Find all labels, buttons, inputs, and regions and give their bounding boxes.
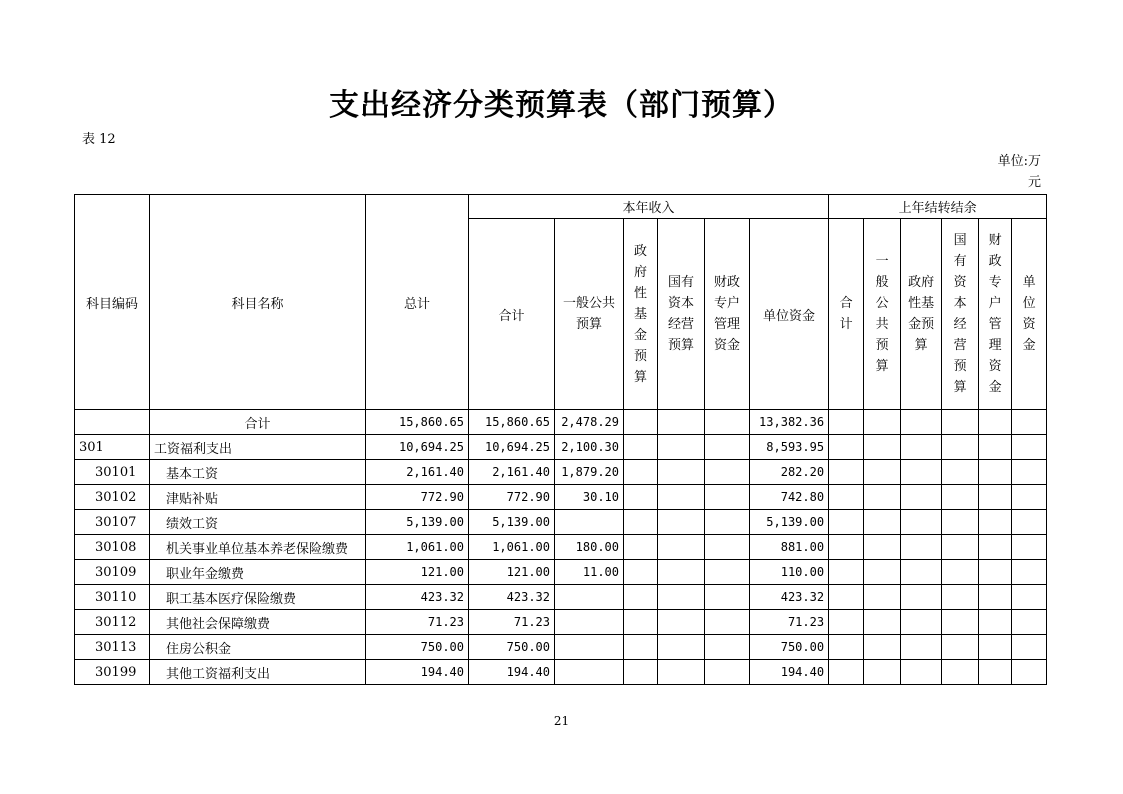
row-cy-gov-fund — [624, 485, 658, 510]
table-row — [75, 610, 1047, 635]
row-co-unit — [1012, 485, 1047, 510]
row-code: 30102 — [75, 485, 150, 510]
row-cy-sum: 5,139.00 — [469, 510, 555, 535]
row-cy-general — [555, 585, 624, 610]
row-cy-gov-fund — [624, 435, 658, 460]
row-co-sum — [829, 610, 864, 635]
row-total: 2,161.40 — [366, 460, 469, 485]
table-number: 表 12 — [82, 132, 116, 147]
row-cy-fiscal-account — [705, 535, 750, 560]
row-cy-sum: 194.40 — [469, 660, 555, 685]
row-co-unit — [1012, 535, 1047, 560]
row-code: 30109 — [75, 560, 150, 585]
row-cy-fiscal-account — [705, 510, 750, 535]
table-row — [75, 535, 1047, 560]
row-co-fiscal-account — [979, 610, 1012, 635]
row-co-general — [864, 560, 901, 585]
row-co-fiscal-account — [979, 585, 1012, 610]
row-total: 5,139.00 — [366, 510, 469, 535]
row-cy-state-capital — [658, 460, 705, 485]
row-cy-unit: 71.23 — [750, 610, 829, 635]
row-co-state-capital — [942, 510, 979, 535]
row-cy-unit: 423.32 — [750, 585, 829, 610]
row-co-unit — [1012, 435, 1047, 460]
table-row — [75, 510, 1047, 535]
row-co-fiscal-account — [979, 410, 1012, 435]
row-name: 其他工资福利支出 — [150, 660, 366, 685]
row-co-gov-fund — [901, 435, 942, 460]
row-cy-state-capital — [658, 635, 705, 660]
row-cy-fiscal-account — [705, 635, 750, 660]
row-code: 301 — [75, 435, 150, 460]
row-cy-general: 2,100.30 — [555, 435, 624, 460]
row-co-sum — [829, 460, 864, 485]
row-co-general — [864, 635, 901, 660]
row-co-state-capital — [942, 535, 979, 560]
row-co-unit — [1012, 560, 1047, 585]
row-cy-sum: 2,161.40 — [469, 460, 555, 485]
row-name: 合计 — [150, 410, 366, 435]
row-co-state-capital — [942, 485, 979, 510]
row-co-general — [864, 410, 901, 435]
row-co-sum — [829, 635, 864, 660]
row-cy-fiscal-account — [705, 485, 750, 510]
row-co-gov-fund — [901, 535, 942, 560]
header-cy-state-capital: 国有资本经营预算 — [658, 219, 705, 410]
row-name: 住房公积金 — [150, 635, 366, 660]
row-code: 30113 — [75, 635, 150, 660]
header-cy-general: 一般公共预算 — [555, 219, 624, 410]
row-co-gov-fund — [901, 460, 942, 485]
header-co-state-capital: 国有资本经营预算 — [942, 219, 979, 410]
row-total: 750.00 — [366, 635, 469, 660]
row-cy-unit: 13,382.36 — [750, 410, 829, 435]
row-cy-unit: 742.80 — [750, 485, 829, 510]
row-cy-sum: 15,860.65 — [469, 410, 555, 435]
row-cy-state-capital — [658, 435, 705, 460]
row-total: 10,694.25 — [366, 435, 469, 460]
row-cy-sum: 71.23 — [469, 610, 555, 635]
row-code: 30199 — [75, 660, 150, 685]
row-name: 职业年金缴费 — [150, 560, 366, 585]
header-name: 科目名称 — [150, 195, 366, 410]
row-co-state-capital — [942, 435, 979, 460]
row-co-gov-fund — [901, 485, 942, 510]
row-cy-state-capital — [658, 560, 705, 585]
header-cy-gov-fund: 政府性基金预算 — [624, 219, 658, 410]
row-co-gov-fund — [901, 560, 942, 585]
header-co-general: 一般公共预算 — [864, 219, 901, 410]
header-total: 总计 — [366, 195, 469, 410]
row-cy-general: 180.00 — [555, 535, 624, 560]
row-cy-unit: 5,139.00 — [750, 510, 829, 535]
row-cy-fiscal-account — [705, 585, 750, 610]
row-total: 194.40 — [366, 660, 469, 685]
row-cy-general: 2,478.29 — [555, 410, 624, 435]
header-cy-unit: 单位资金 — [750, 219, 829, 410]
row-co-unit — [1012, 585, 1047, 610]
row-co-sum — [829, 435, 864, 460]
row-co-general — [864, 510, 901, 535]
row-cy-fiscal-account — [705, 660, 750, 685]
row-co-sum — [829, 660, 864, 685]
row-cy-sum: 10,694.25 — [469, 435, 555, 460]
row-code: 30112 — [75, 610, 150, 635]
row-cy-unit: 194.40 — [750, 660, 829, 685]
row-co-general — [864, 435, 901, 460]
row-code: 30108 — [75, 535, 150, 560]
row-cy-state-capital — [658, 410, 705, 435]
row-cy-fiscal-account — [705, 460, 750, 485]
header-cy-fiscal-account: 财政专户管理资金 — [705, 219, 750, 410]
row-co-general — [864, 535, 901, 560]
row-name: 机关事业单位基本养老保险缴费 — [150, 535, 366, 560]
row-cy-unit: 750.00 — [750, 635, 829, 660]
row-cy-general — [555, 610, 624, 635]
row-cy-sum: 772.90 — [469, 485, 555, 510]
header-cy-sum: 合计 — [469, 219, 555, 410]
row-total: 15,860.65 — [366, 410, 469, 435]
row-cy-gov-fund — [624, 660, 658, 685]
row-co-gov-fund — [901, 635, 942, 660]
row-cy-sum: 750.00 — [469, 635, 555, 660]
row-co-sum — [829, 535, 864, 560]
row-cy-gov-fund — [624, 410, 658, 435]
row-co-sum — [829, 560, 864, 585]
row-cy-general — [555, 635, 624, 660]
row-co-gov-fund — [901, 610, 942, 635]
row-co-unit — [1012, 410, 1047, 435]
row-cy-gov-fund — [624, 635, 658, 660]
row-cy-general: 30.10 — [555, 485, 624, 510]
row-co-unit — [1012, 635, 1047, 660]
row-total: 1,061.00 — [366, 535, 469, 560]
budget-table — [74, 194, 1047, 685]
table-row — [75, 660, 1047, 685]
row-co-fiscal-account — [979, 560, 1012, 585]
row-name: 基本工资 — [150, 460, 366, 485]
row-co-state-capital — [942, 660, 979, 685]
row-total: 772.90 — [366, 485, 469, 510]
row-cy-unit: 8,593.95 — [750, 435, 829, 460]
table-row — [75, 560, 1047, 585]
row-cy-gov-fund — [624, 585, 658, 610]
row-code: 30101 — [75, 460, 150, 485]
row-cy-gov-fund — [624, 460, 658, 485]
row-cy-fiscal-account — [705, 435, 750, 460]
row-cy-gov-fund — [624, 535, 658, 560]
row-cy-sum: 1,061.00 — [469, 535, 555, 560]
row-cy-general — [555, 660, 624, 685]
row-cy-unit: 282.20 — [750, 460, 829, 485]
header-co-fiscal-account: 财政专户管理资金 — [979, 219, 1012, 410]
row-name: 其他社会保障缴费 — [150, 610, 366, 635]
row-co-general — [864, 485, 901, 510]
unit-label-line1: 单位:万 — [997, 154, 1041, 169]
table-row — [75, 585, 1047, 610]
row-co-gov-fund — [901, 660, 942, 685]
row-co-fiscal-account — [979, 435, 1012, 460]
row-cy-state-capital — [658, 510, 705, 535]
row-co-fiscal-account — [979, 535, 1012, 560]
row-name: 工资福利支出 — [150, 435, 366, 460]
row-co-fiscal-account — [979, 510, 1012, 535]
header-current-year: 本年收入 — [469, 195, 829, 219]
row-cy-state-capital — [658, 610, 705, 635]
row-cy-unit: 110.00 — [750, 560, 829, 585]
row-co-state-capital — [942, 460, 979, 485]
row-cy-state-capital — [658, 485, 705, 510]
row-cy-sum: 121.00 — [469, 560, 555, 585]
row-co-sum — [829, 510, 864, 535]
row-cy-fiscal-account — [705, 410, 750, 435]
row-co-fiscal-account — [979, 660, 1012, 685]
row-cy-gov-fund — [624, 510, 658, 535]
page-title: 支出经济分类预算表（部门预算） — [329, 88, 794, 123]
row-cy-unit: 881.00 — [750, 535, 829, 560]
row-co-sum — [829, 485, 864, 510]
row-co-sum — [829, 410, 864, 435]
table-row — [75, 635, 1047, 660]
row-cy-general — [555, 510, 624, 535]
row-co-state-capital — [942, 610, 979, 635]
table-row — [75, 435, 1047, 460]
unit-label-line2: 元 — [1027, 175, 1041, 190]
row-co-state-capital — [942, 560, 979, 585]
row-code: 30107 — [75, 510, 150, 535]
header-co-sum: 合计 — [829, 219, 864, 410]
table-row-total — [75, 410, 1047, 435]
header-carryover: 上年结转结余 — [829, 195, 1047, 219]
row-co-unit — [1012, 660, 1047, 685]
row-co-general — [864, 660, 901, 685]
row-co-gov-fund — [901, 585, 942, 610]
table-row — [75, 460, 1047, 485]
header-code: 科目编码 — [75, 195, 150, 410]
row-total: 121.00 — [366, 560, 469, 585]
row-cy-fiscal-account — [705, 560, 750, 585]
table-row — [75, 485, 1047, 510]
header-co-unit: 单位资金 — [1012, 219, 1047, 410]
row-name: 绩效工资 — [150, 510, 366, 535]
unit-label — [985, 151, 1041, 193]
row-cy-gov-fund — [624, 560, 658, 585]
row-co-fiscal-account — [979, 460, 1012, 485]
row-code: 30110 — [75, 585, 150, 610]
row-co-general — [864, 460, 901, 485]
row-cy-general: 1,879.20 — [555, 460, 624, 485]
row-cy-fiscal-account — [705, 610, 750, 635]
row-total: 423.32 — [366, 585, 469, 610]
header-co-gov-fund: 政府性基金预算 — [901, 219, 942, 410]
row-co-state-capital — [942, 410, 979, 435]
row-co-state-capital — [942, 635, 979, 660]
row-cy-state-capital — [658, 660, 705, 685]
row-cy-general: 11.00 — [555, 560, 624, 585]
row-co-gov-fund — [901, 510, 942, 535]
row-co-gov-fund — [901, 410, 942, 435]
row-co-general — [864, 585, 901, 610]
row-co-unit — [1012, 460, 1047, 485]
page-number: 21 — [553, 714, 570, 728]
row-co-unit — [1012, 610, 1047, 635]
row-co-general — [864, 610, 901, 635]
row-total: 71.23 — [366, 610, 469, 635]
row-co-fiscal-account — [979, 635, 1012, 660]
row-name: 津贴补贴 — [150, 485, 366, 510]
row-cy-gov-fund — [624, 610, 658, 635]
row-name: 职工基本医疗保险缴费 — [150, 585, 366, 610]
row-co-fiscal-account — [979, 485, 1012, 510]
row-co-unit — [1012, 510, 1047, 535]
row-code — [75, 410, 150, 435]
row-co-sum — [829, 585, 864, 610]
row-cy-sum: 423.32 — [469, 585, 555, 610]
row-co-state-capital — [942, 585, 979, 610]
row-cy-state-capital — [658, 535, 705, 560]
row-cy-state-capital — [658, 585, 705, 610]
